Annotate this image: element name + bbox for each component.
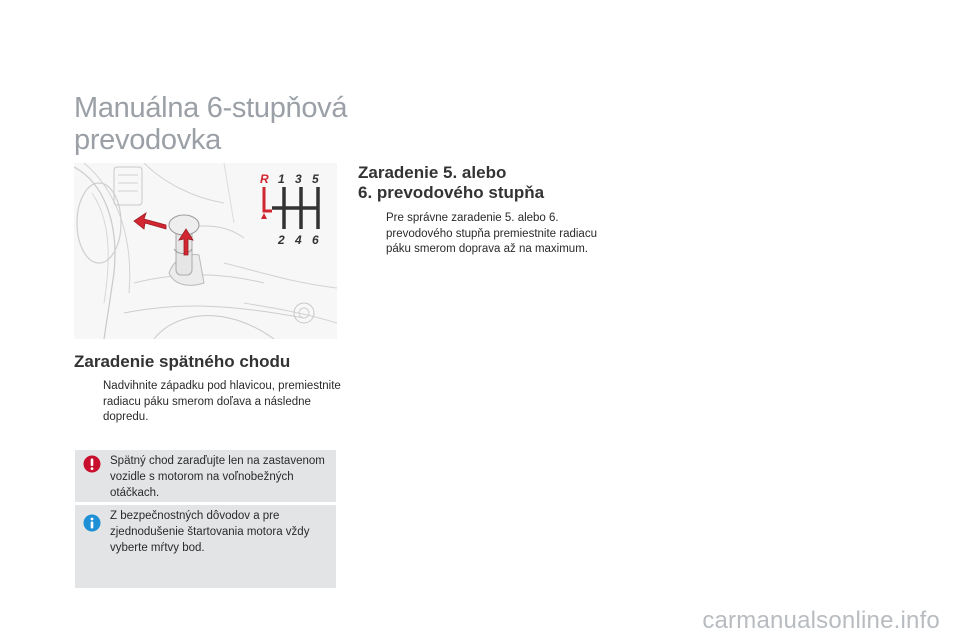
warning-icon <box>83 455 101 478</box>
warning-note-text: Spätný chod zaraďujte len na zastavenom vozidle s motorom na voľnobežných otáčkach. <box>110 455 325 499</box>
gear-label-2: 2 <box>278 233 285 247</box>
instruction-reverse-gear <box>79 379 347 426</box>
page-title-line2: prevodovka <box>74 124 221 156</box>
heading-gear-5-6 <box>358 163 598 203</box>
watermark: carmanualsonline.info <box>702 607 940 634</box>
instruction-gear-5-6 <box>362 211 602 258</box>
page-title <box>74 92 374 156</box>
gear-label-1: 1 <box>278 172 285 186</box>
instruction-reverse-gear-text: Nadvihnite západku pod hlavicou, premiestnite radiacu páku smerom doľava a následne dopredu. <box>103 380 341 423</box>
heading-gear-5-6-line2: 6. prevodového stupňa <box>358 183 545 202</box>
page-title-line1: Manuálna 6-stupňová <box>74 92 348 124</box>
gear-label-3: 3 <box>295 172 302 186</box>
info-note <box>75 505 336 588</box>
gear-label-4: 4 <box>295 233 302 247</box>
heading-reverse-gear: Zaradenie spätného chodu <box>74 352 291 371</box>
instruction-gear-5-6-text: Pre správne zaradenie 5. alebo 6. prevodového stupňa premiestnite radiacu páku smerom doprava až na maximum. <box>386 212 597 255</box>
warning-note <box>75 450 336 502</box>
info-note-text: Z bezpečnostných dôvodov a pre zjednodušenie štartovania motora vždy vyberte mŕtvy bod. <box>110 510 310 554</box>
gearbox-illustration <box>74 163 337 339</box>
gear-label-6: 6 <box>312 233 319 247</box>
heading-gear-5-6-line1: Zaradenie 5. alebo <box>358 163 507 182</box>
gear-lever-drawing <box>74 163 337 339</box>
info-icon <box>83 514 101 537</box>
gear-label-reverse: R <box>260 172 269 186</box>
gear-label-5: 5 <box>312 172 319 186</box>
